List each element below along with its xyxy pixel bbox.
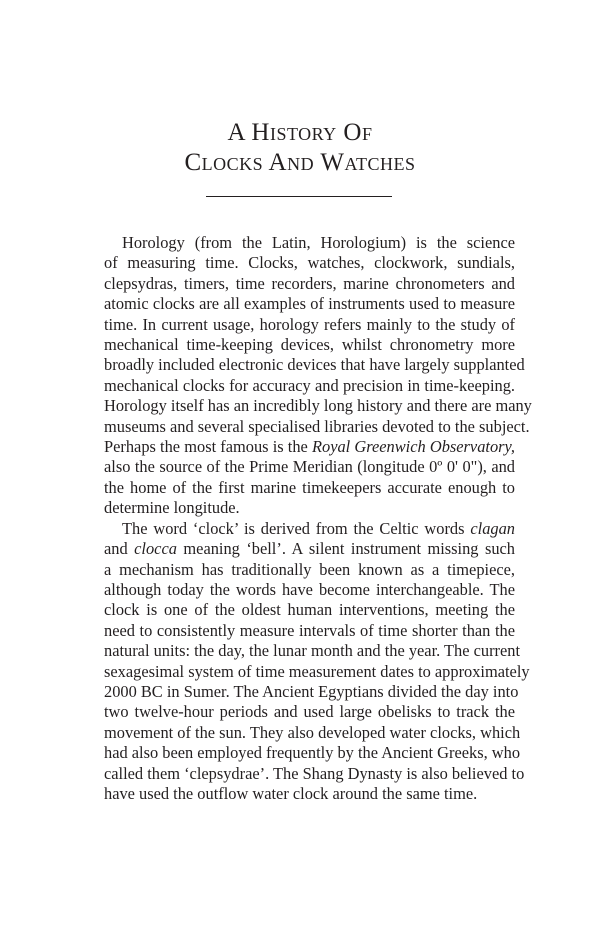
italic-observatory-name: Royal Greenwich Observatory, [312, 437, 515, 457]
text-line: had also been employed frequently by the Ancient Greeks, who [104, 743, 521, 763]
text-line: movement of the sun. They also developed water clocks, which [104, 722, 521, 742]
text-line: atomic clocks are all examples of instruments used to measure [104, 294, 515, 314]
text-line: broadly included electronic devices that have largely supplanted [104, 355, 525, 375]
text-line: determine longitude. [104, 498, 240, 518]
text-line: have used the outflow water clock around the same time. [104, 783, 478, 803]
text-line: also the source of the Prime Meridian (longitude 0º 0' 0"), and [104, 457, 515, 477]
text-run: meaning ‘bell’. A silent instrument missing such [176, 539, 515, 559]
text-line: 2000 BC in Sumer. The Ancient Egyptians divided the day into [104, 681, 519, 701]
text-line: although today the words have become interchangeable. The [104, 579, 515, 599]
text-run: Perhaps the most famous is the [104, 437, 312, 457]
text-run: and [104, 539, 135, 559]
paragraph-2 [104, 518, 530, 805]
body-text [104, 233, 532, 804]
text-line: natural units: the day, the lunar month and the year. The current [104, 641, 521, 661]
paragraph-1 [104, 233, 532, 519]
text-line: the home of the first marine timekeepers accurate enough to [104, 477, 515, 497]
chapter-title-line-2: Clocks And Watches [184, 149, 416, 176]
text-line: two twelve-hour periods and used large obelisks to track the [104, 702, 515, 722]
italic-word-clagan: clagan [470, 518, 515, 538]
chapter-title-line-1: A History Of [227, 119, 373, 146]
title-divider-rule [206, 196, 392, 197]
text-line-clagan [104, 519, 515, 539]
text-line: of measuring time. Clocks, watches, clockwork, sundials, [104, 253, 515, 273]
text-line: museums and several specialised libraries devoted to the subject. [104, 416, 530, 436]
text-line: Horology (from the Latin, Horologium) is the science [122, 233, 515, 252]
text-line: time. In current usage, horology refers mainly to the study of [104, 314, 515, 334]
text-line: clock is one of the oldest human interventions, meeting the [104, 600, 515, 620]
text-line: a mechanism has traditionally been known as a timepiece, [104, 559, 515, 579]
text-line: called them ‘clepsydrae’. The Shang Dynasty is also believed to [104, 763, 525, 783]
text-line: Horology itself has an incredibly long history and there are many [104, 396, 532, 416]
text-line-clocca [104, 539, 515, 559]
text-line: clepsydras, timers, time recorders, marine chronometers and [104, 273, 515, 293]
text-line: need to consistently measure intervals of time shorter than the [104, 620, 515, 640]
text-line: sexagesimal system of time measurement dates to approximately [104, 661, 530, 681]
text-line: mechanical clocks for accuracy and precision in time-keeping. [104, 375, 515, 395]
text-line-observatory [104, 437, 515, 457]
text-line: mechanical time-keeping devices, whilst chronometry more [104, 335, 515, 355]
text-run: The word ‘clock’ is derived from the Celtic words [122, 518, 471, 538]
italic-word-clocca: clocca [134, 539, 177, 559]
